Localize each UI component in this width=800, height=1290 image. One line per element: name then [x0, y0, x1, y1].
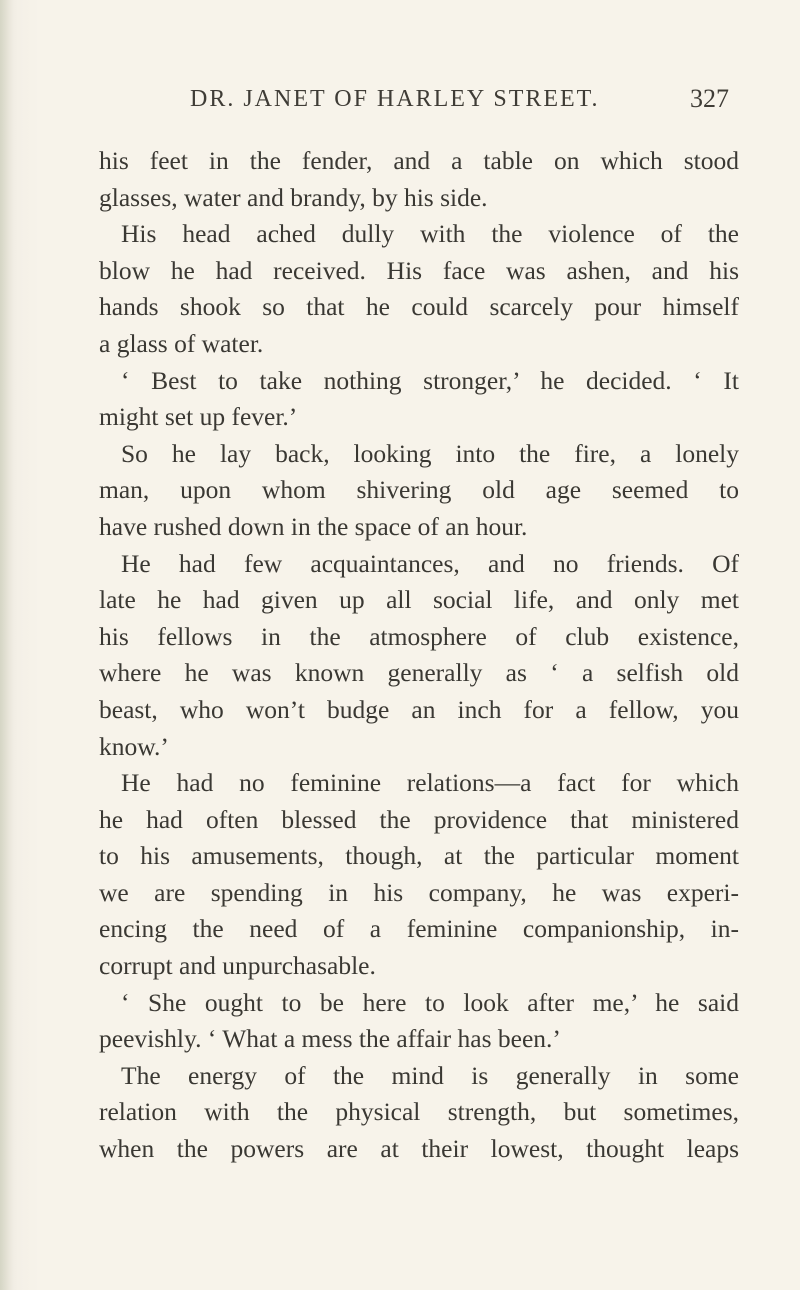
text-line: a glass of water. [99, 328, 264, 358]
text-line: His head ached dully with the violence of the [121, 219, 739, 249]
text-line: man, upon whom shivering old age seemed to [99, 475, 739, 505]
text-line: He had no feminine relations—a fact for which [121, 768, 739, 798]
text-line: ‘ Best to take nothing stronger,’ he decided. ‘ It [121, 365, 739, 395]
text-line: peevishly. ‘ What a mess the affair has been.’ [99, 1024, 561, 1054]
text-line: So he lay back, looking into the fire, a lonely [121, 438, 739, 468]
text-line: hands shook so that he could scarcely pour himself [99, 292, 739, 322]
text-line: to his amusements, though, at the particular moment [99, 841, 739, 871]
text-line: beast, who won’t budge an inch for a fellow, you [99, 694, 739, 724]
text-line: his fellows in the atmosphere of club existence, [99, 621, 739, 651]
text-line: we are spending in his company, he was experi- [99, 877, 739, 907]
text-line: glasses, water and brandy, by his side. [99, 182, 488, 212]
text-line: know.’ [99, 731, 169, 761]
text-line: where he was known generally as ‘ a selfish old [99, 658, 739, 688]
text-line: relation with the physical strength, but sometimes, [99, 1097, 739, 1127]
text-line: late he had given up all social life, and only met [99, 585, 739, 615]
page-gutter-shadow [0, 0, 14, 1290]
text-line: blow he had received. His face was ashen, and his [99, 255, 739, 285]
text-line: have rushed down in the space of an hour. [99, 511, 528, 541]
text-line: when the powers are at their lowest, thought leaps [99, 1134, 739, 1164]
text-line: his feet in the fender, and a table on which stood [99, 146, 739, 175]
running-header [0, 86, 800, 126]
text-line: ‘ She ought to be here to look after me,’ he said [121, 987, 739, 1017]
text-line: he had often blessed the providence that ministered [99, 804, 739, 834]
text-line: The energy of the mind is generally in some [121, 1060, 739, 1090]
running-title: DR. JANET OF HARLEY STREET. [190, 86, 600, 112]
text-line: encing the need of a feminine companionship, in- [99, 914, 739, 944]
text-line: He had few acquaintances, and no friends. Of [121, 548, 739, 578]
body-text [99, 143, 739, 1168]
page-number: 327 [690, 84, 729, 113]
text-line: corrupt and unpurchasable. [99, 951, 376, 981]
text-line: might set up fever.’ [99, 402, 298, 432]
